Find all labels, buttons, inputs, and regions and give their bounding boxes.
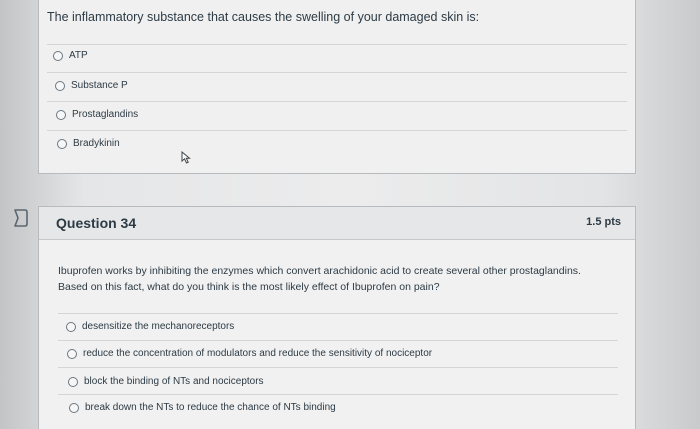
answer-label: Bradykinin: [73, 138, 120, 149]
previous-question-card: [38, 0, 636, 174]
question-points: 1.5 pts: [586, 216, 621, 228]
answer-label: break down the NTs to reduce the chance of NTs binding: [85, 402, 336, 413]
answer-option-substance-p[interactable]: [55, 80, 128, 91]
question-text: Ibuprofen works by inhibiting the enzymes which convert arachidonic acid to create several other prostaglandins. Based on this fact, what do you think is the most likely effect of Ibuprofen on pain?: [58, 265, 581, 293]
answer-option-prostaglandins[interactable]: [56, 109, 138, 120]
radio-button[interactable]: [57, 139, 67, 149]
radio-button[interactable]: [55, 81, 65, 91]
question-card: [38, 206, 636, 429]
answer-option-reduce-concentration[interactable]: [67, 348, 432, 359]
answer-divider: [58, 313, 618, 314]
answer-divider: [47, 44, 627, 45]
question-title: Question 34: [56, 215, 137, 231]
answer-label: Substance P: [71, 80, 128, 91]
radio-button[interactable]: [67, 349, 77, 359]
bookmark-icon[interactable]: [9, 207, 31, 229]
answer-divider: [47, 130, 627, 131]
answer-divider: [47, 72, 627, 73]
radio-button[interactable]: [53, 51, 63, 61]
question-header: [39, 207, 635, 240]
radio-button[interactable]: [69, 403, 79, 413]
answer-label: reduce the concentration of modulators and reduce the sensitivity of nociceptor: [83, 348, 433, 359]
previous-question-text: The inflammatory substance that causes the swelling of your damaged skin is:: [47, 10, 480, 24]
answer-divider: [58, 394, 618, 395]
answer-divider: [58, 367, 618, 368]
radio-button[interactable]: [68, 377, 78, 387]
mouse-cursor-icon: [181, 151, 194, 164]
answer-option-desensitize[interactable]: [66, 321, 234, 332]
answer-option-block-binding[interactable]: [68, 376, 264, 387]
answer-label: Prostaglandins: [72, 109, 139, 120]
answer-option-atp[interactable]: [53, 50, 88, 61]
answer-label: ATP: [69, 50, 88, 61]
answer-label: desensitize the mechanoreceptors: [82, 321, 235, 332]
answer-label: block the binding of NTs and nociceptors: [84, 376, 264, 387]
answer-option-break-down[interactable]: [69, 402, 336, 413]
radio-button[interactable]: [66, 322, 76, 332]
answer-option-bradykinin[interactable]: [57, 138, 120, 149]
radio-button[interactable]: [56, 110, 66, 120]
answer-divider: [58, 340, 618, 341]
answer-divider: [47, 101, 627, 102]
